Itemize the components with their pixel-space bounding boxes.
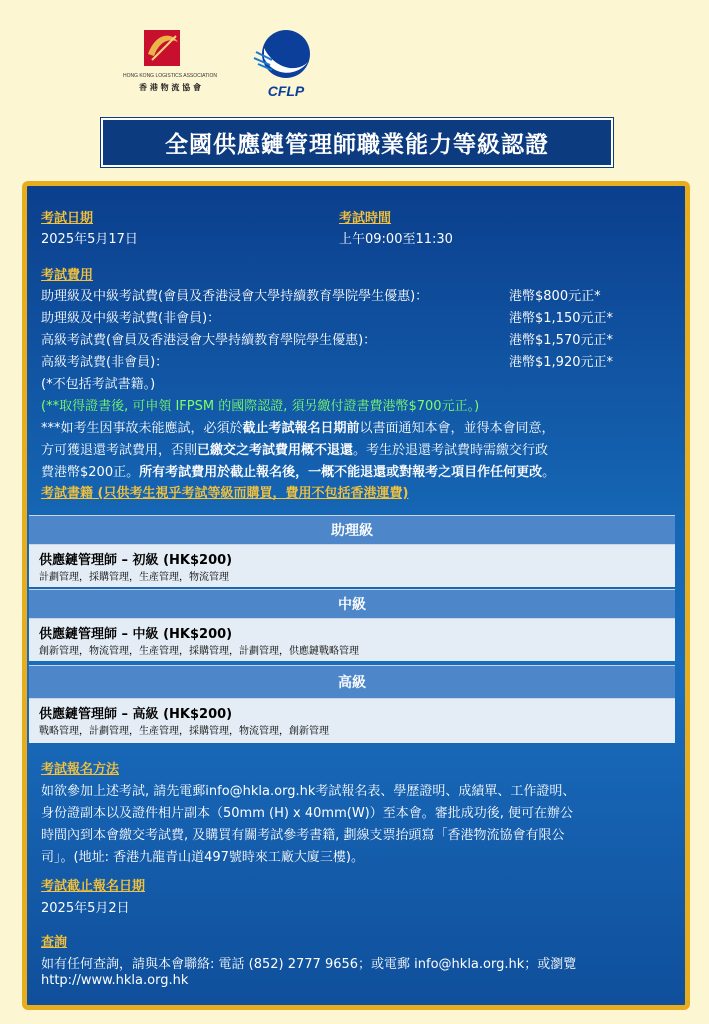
exam-time-label: 考試時間: [339, 211, 392, 226]
book-topics: 創新管理，物流管理，生產管理，採購管理，計劃管理，供應鏈戰略管理: [39, 646, 359, 657]
apply-label: 考試報名方法: [41, 762, 120, 777]
apply-line-4: 司」。(地址: 香港九龍青山道497號時來工廠大廈三樓)。: [41, 850, 364, 865]
hkla-emblem-square: [144, 30, 180, 66]
refund-line-1: ***如考生因事故未能應試，必須於截止考試報名日期前以書面通知本會，並得本會同意，: [41, 421, 555, 436]
refund-line-3: 費港幣$200正。所有考試費用於截止報名後，一概不能退還或對報考之項目作任何更改。: [41, 465, 556, 480]
book-row-assistant: [29, 545, 675, 587]
hkla-name-en: HONG KONG LOGISTICS ASSOCIATION: [122, 73, 218, 79]
book-topics: 計劃管理，採購管理，生產管理，物流管理: [39, 572, 229, 583]
book-row-advanced: [29, 699, 675, 743]
enquiry-label: 查詢: [41, 935, 68, 950]
hkla-logo: [118, 24, 222, 96]
fee-price-2: 港幣$1,150元正*: [509, 311, 613, 326]
page-title: 全國供應鏈管理師職業能力等級認證: [165, 132, 549, 158]
refund-line-2: 方可獲退還考試費用，否則已繳交之考試費用概不退還。考生於退還考試費時需繳交行政: [41, 443, 549, 458]
exam-date-label: 考試日期: [41, 211, 94, 226]
enquiry-line-1: 如有任何查詢，請與本會聯絡: 電話 (852) 2777 9656；或電郵 info@hkla.org.hk；或瀏覽: [41, 957, 577, 972]
fee-price-1: 港幣$800元正*: [509, 289, 601, 304]
fee-item-1: 助理級及中級考試費(會員及香港浸會大學持續教育學院學生優惠)：: [41, 289, 429, 304]
enquiry-website-link[interactable]: http://www.hkla.org.hk: [41, 973, 189, 988]
fee-note-ifpsm: [41, 395, 479, 414]
exam-time-value: 上午09:00至11:30: [339, 232, 453, 247]
title-banner: [101, 118, 613, 167]
book-title: 供應鏈管理師 – 初級 (HK$200): [39, 553, 233, 568]
hkla-name-zh: 香 港 物 流 協 會: [139, 83, 201, 92]
book-title: 供應鏈管理師 – 高級 (HK$200): [39, 707, 233, 722]
book-row-intermediate: [29, 619, 675, 661]
info-panel: [22, 181, 690, 1010]
level-header-assistant: 助理級: [29, 515, 675, 545]
cflp-logo: [252, 28, 316, 100]
apply-line-3: 時間內到本會繳交考試費, 及購買有關考試參考書籍, 劃線支票抬頭寫「香港物流協會有限公: [41, 828, 565, 843]
level-header-intermediate: 中級: [29, 589, 675, 619]
apply-line-1: 如欲參加上述考試, 請先電郵info@hkla.org.hk考試報名表、學歷證明、成績單、工作證明、: [41, 784, 576, 799]
ifpsm-open-paren: (: [41, 399, 47, 414]
fee-note-books: (*不包括考試書籍。): [41, 377, 156, 392]
apply-line-2: 身份證副本以及證件相片副本（50mm (H) x 40mm(W)）至本會。審批成功後, 便可在辦公: [41, 806, 574, 821]
fee-price-3: 港幣$1,570元正*: [509, 333, 613, 348]
book-title: 供應鏈管理師 – 中級 (HK$200): [39, 627, 233, 642]
fee-item-2: 助理級及中級考試費(非會員)：: [41, 311, 221, 326]
fee-item-3: 高級考試費(會員及香港浸會大學持續教育學院學生優惠)：: [41, 333, 377, 348]
exam-date-value: 2025年5月17日: [41, 232, 138, 247]
cflp-text: CFLP: [267, 83, 305, 99]
level-header-advanced: 高級: [29, 665, 675, 699]
fee-price-4: 港幣$1,920元正*: [509, 355, 613, 370]
books-label: 考試書籍 (只供考生視乎考試等級而購買，費用不包括香港運費): [41, 486, 409, 501]
deadline-value: 2025年5月2日: [41, 901, 130, 916]
fee-item-4: 高級考試費(非會員)：: [41, 355, 169, 370]
book-topics: 戰略管理，計劃管理，生產管理，採購管理，物流管理，創新管理: [39, 726, 329, 737]
deadline-label: 考試截止報名日期: [41, 879, 146, 894]
ifpsm-note-text: **取得證書後, 可申領 IFPSM 的國際認證, 須另繳付證書費港幣$700元正。): [46, 399, 480, 414]
fees-label: 考試費用: [41, 268, 94, 283]
